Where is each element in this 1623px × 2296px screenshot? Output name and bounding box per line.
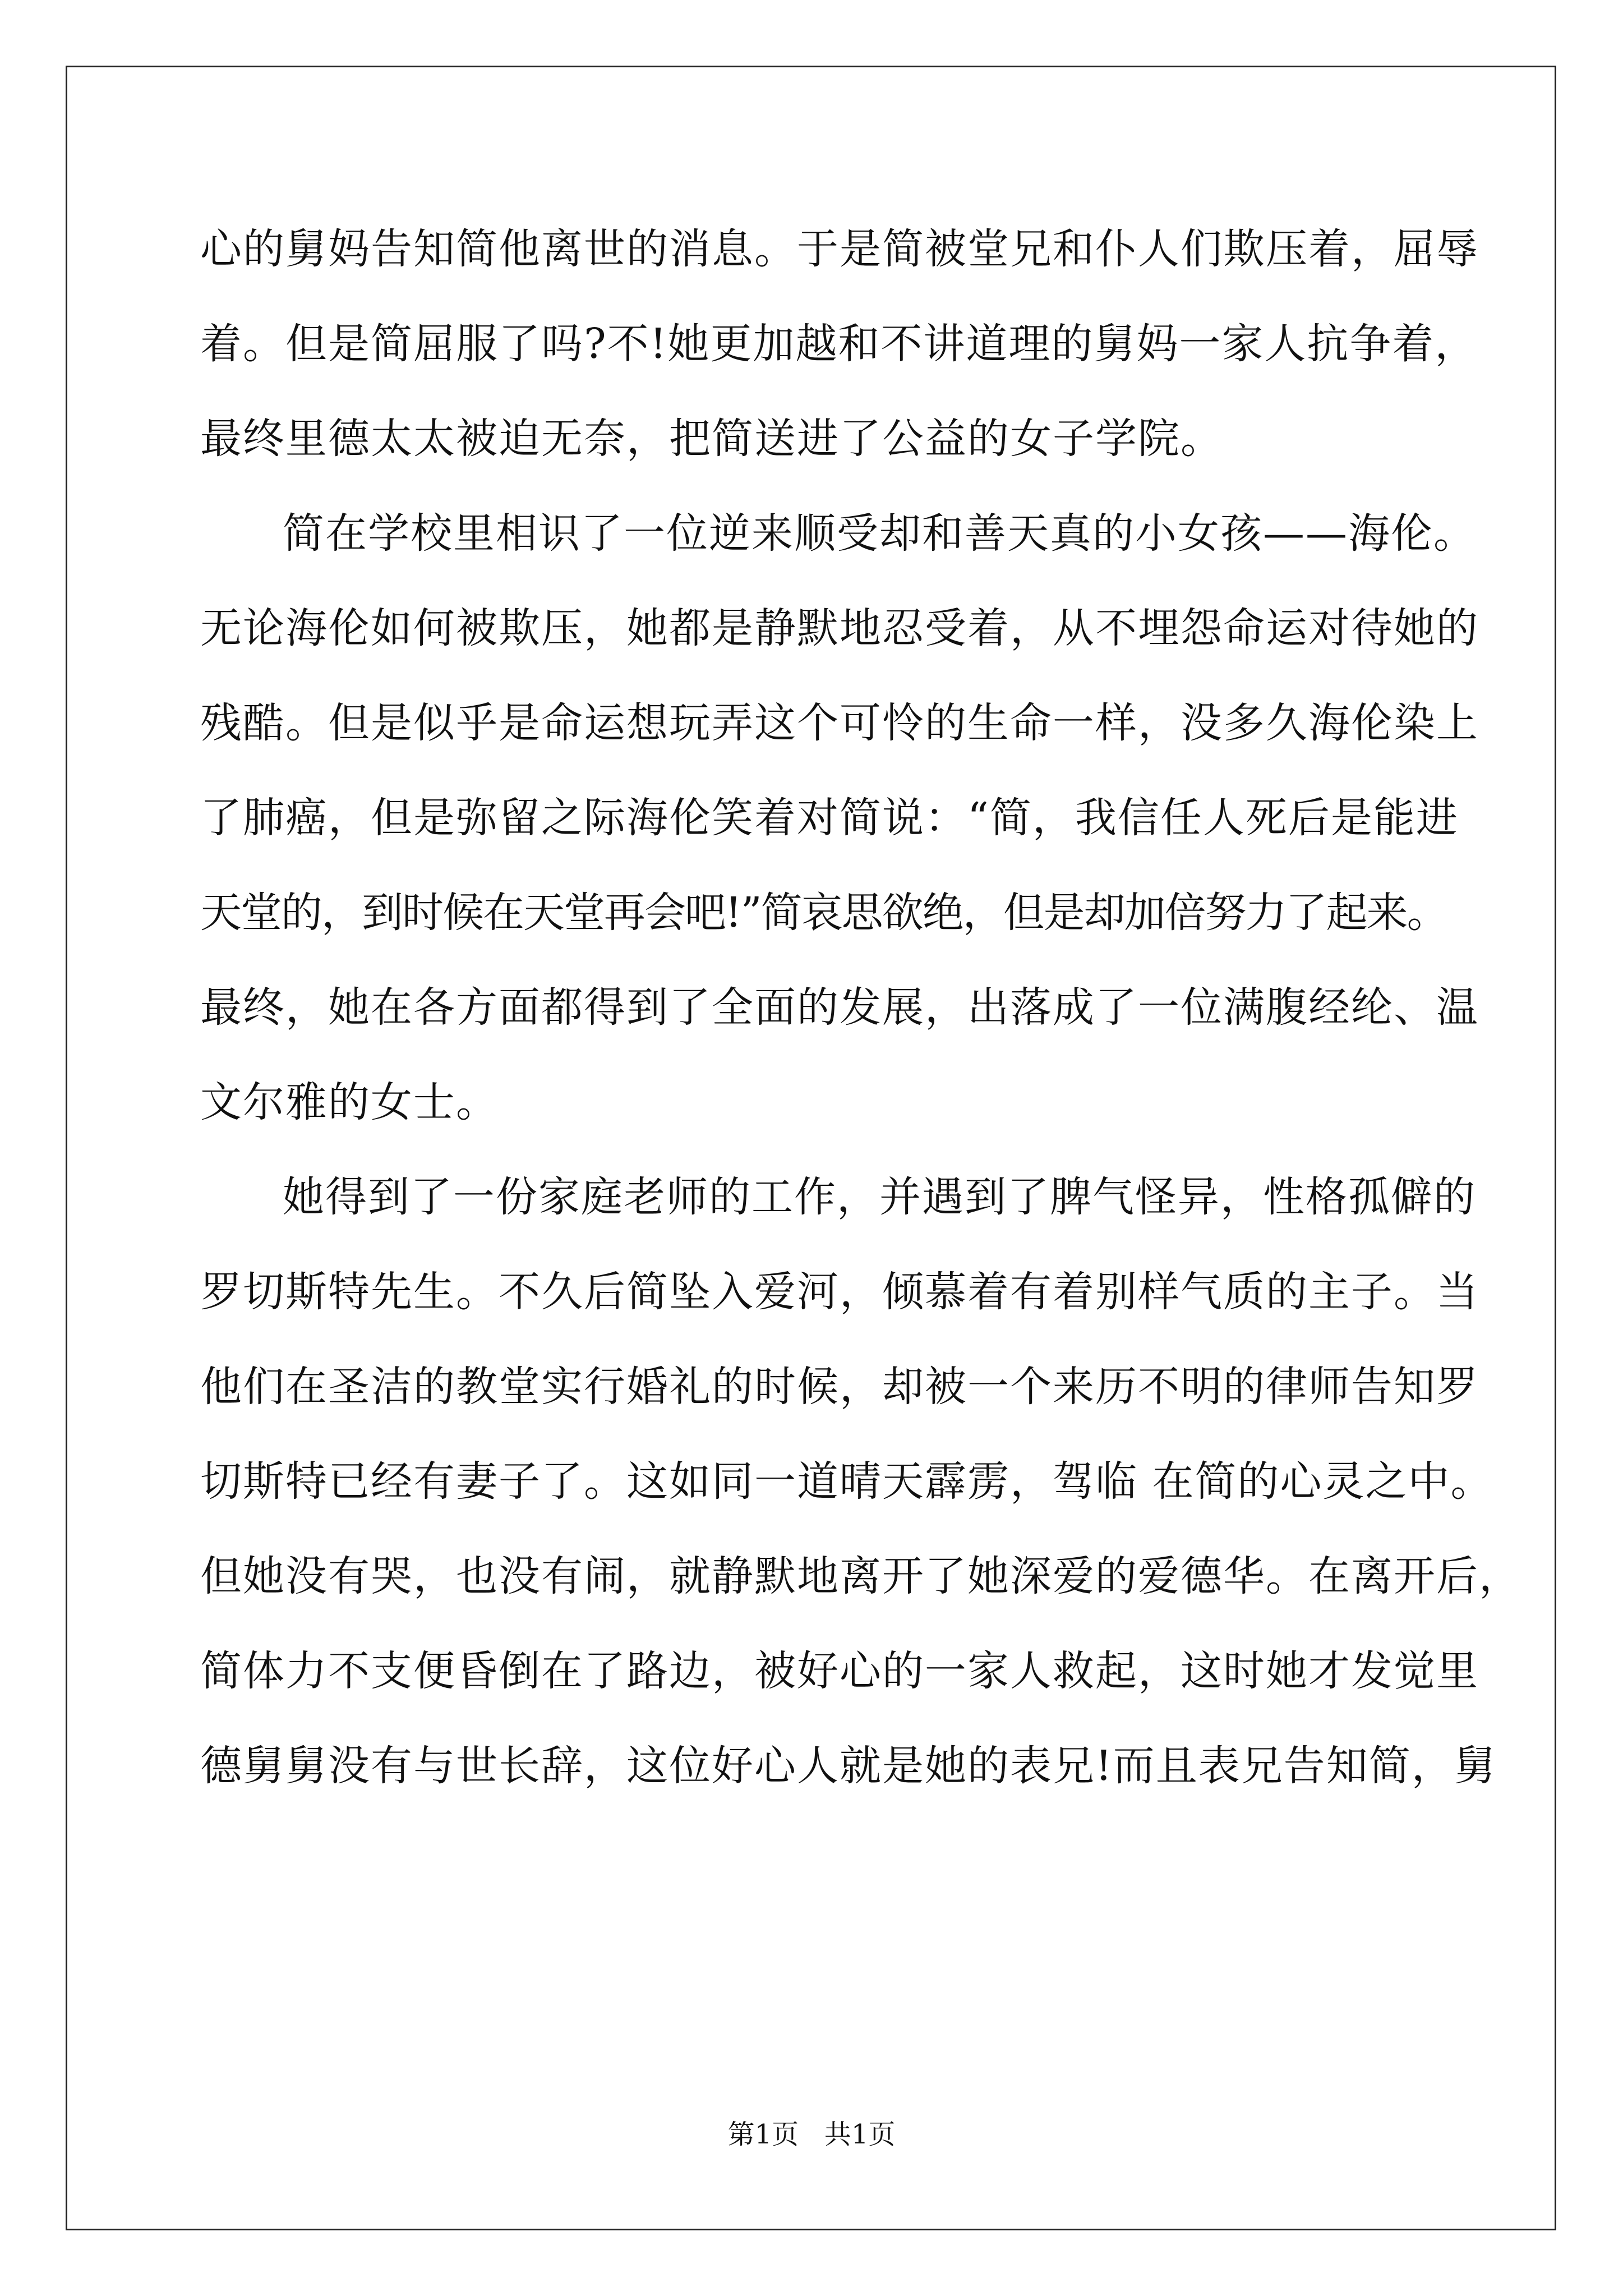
page-footer: 第1页 共1页 (727, 2119, 896, 2150)
text-line: 德舅舅没有与世长辞，这位好心人就是她的表兄!而且表兄告知简，舅 (200, 1742, 1497, 1790)
paragraph-first-line: 她得到了一份家庭老师的工作，并遇到了脾气怪异，性格孤僻的 (283, 1173, 1476, 1221)
text-line: 天堂的，到时候在天堂再会吧!”简哀思欲绝，但是却加倍努力了起来。 (200, 889, 1447, 937)
text-line: 最终，她在各方面都得到了全面的发展，出落成了一位满腹经纶、温 (200, 983, 1479, 1032)
text-line: 最终里德太太被迫无奈，把简送进了公益的女子学院。 (200, 415, 1223, 463)
text-line: 他们在圣洁的教堂实行婚礼的时候，却被一个来历不明的律师告知罗 (200, 1363, 1479, 1411)
page-border (66, 66, 1556, 2230)
text-line: 了肺癌，但是弥留之际海伦笑着对简说：“简，我信任人死后是能进 (200, 794, 1459, 842)
text-line: 心的舅妈告知简他离世的消息。于是简被堂兄和仆人们欺压着，屈辱 (200, 225, 1479, 273)
text-line: 文尔雅的女士。 (200, 1078, 499, 1126)
paragraph-first-line: 简在学校里相识了一位逆来顺受却和善天真的小女孩——海伦。 (283, 509, 1476, 558)
text-line: 着。但是简屈服了吗?不!她更加越和不讲道理的舅妈一家人抗争着， (200, 320, 1478, 368)
text-line: 切斯特已经有妻子了。这如同一道晴天霹雳，驾临 在简的心灵之中。 (200, 1457, 1493, 1506)
text-line: 无论海伦如何被欺压，她都是静默地忍受着，从不埋怨命运对待她的 (200, 604, 1479, 652)
text-line: 罗切斯特先生。不久后简坠入爱河，倾慕着有着别样气质的主子。当 (200, 1268, 1479, 1316)
text-line: 但她没有哭，也没有闹，就静默地离开了她深爱的爱德华。在离开后， (200, 1552, 1521, 1600)
text-line: 残酷。但是似乎是命运想玩弄这个可怜的生命一样，没多久海伦染上 (200, 699, 1479, 747)
text-line: 简体力不支便昏倒在了路边，被好心的一家人救起，这时她才发觉里 (200, 1647, 1479, 1695)
